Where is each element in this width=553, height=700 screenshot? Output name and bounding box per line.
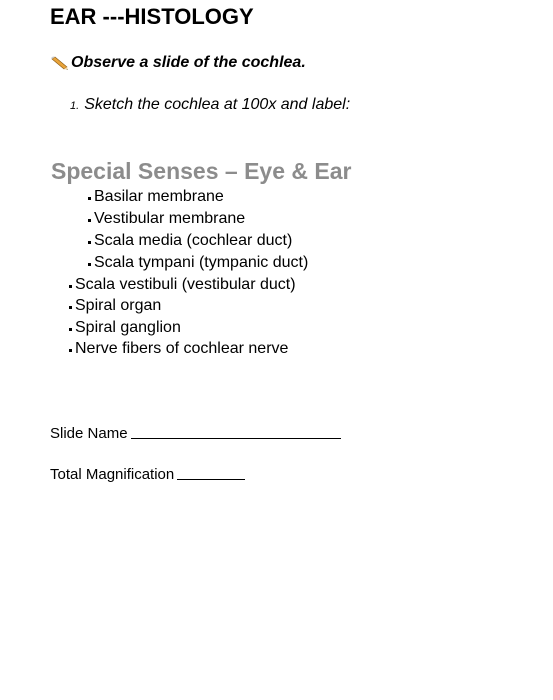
list-item-text: Scala media (cochlear duct) <box>94 232 293 249</box>
slide-name-label: Slide Name <box>50 425 128 442</box>
total-magnification-row <box>50 466 245 483</box>
bullet-icon <box>88 241 91 244</box>
list-item-text: Basilar membrane <box>94 188 224 205</box>
bullet-icon <box>69 285 72 288</box>
slide-name-row <box>50 425 341 442</box>
list-item <box>69 339 288 359</box>
total-magnification-label: Total Magnification <box>50 466 175 483</box>
list-item <box>69 275 296 295</box>
list-item <box>88 209 245 229</box>
instruction-text: Observe a slide of the cochlea. <box>71 54 306 71</box>
section-heading: Special Senses – Eye & Ear <box>51 158 352 184</box>
list-item-text: Spiral ganglion <box>75 319 181 336</box>
list-item <box>88 187 224 207</box>
list-item-text: Spiral organ <box>75 297 162 314</box>
bullet-icon <box>69 328 72 331</box>
slide-name-field[interactable] <box>131 424 341 439</box>
list-item-text: Nerve fibers of cochlear nerve <box>75 340 289 357</box>
step-text: Sketch the cochlea at 100x and label: <box>84 96 351 113</box>
bullet-icon <box>88 263 91 266</box>
bullet-icon <box>88 197 91 200</box>
instruction-row <box>50 53 306 73</box>
list-item <box>69 318 181 338</box>
bullet-icon <box>69 349 72 352</box>
step-item <box>70 96 350 114</box>
page-title: EAR ---HISTOLOGY <box>50 4 254 29</box>
list-item <box>88 231 292 251</box>
list-item <box>88 253 308 273</box>
list-item-text: Vestibular membrane <box>94 210 246 227</box>
pencil-icon <box>50 56 68 70</box>
list-item <box>69 296 161 316</box>
bullet-icon <box>88 219 91 222</box>
list-item-text: Scala vestibuli (vestibular duct) <box>75 276 296 293</box>
step-number: 1. <box>70 100 80 112</box>
total-magnification-field[interactable] <box>177 465 245 480</box>
list-item-text: Scala tympani (tympanic duct) <box>94 254 309 271</box>
bullet-icon <box>69 306 72 309</box>
